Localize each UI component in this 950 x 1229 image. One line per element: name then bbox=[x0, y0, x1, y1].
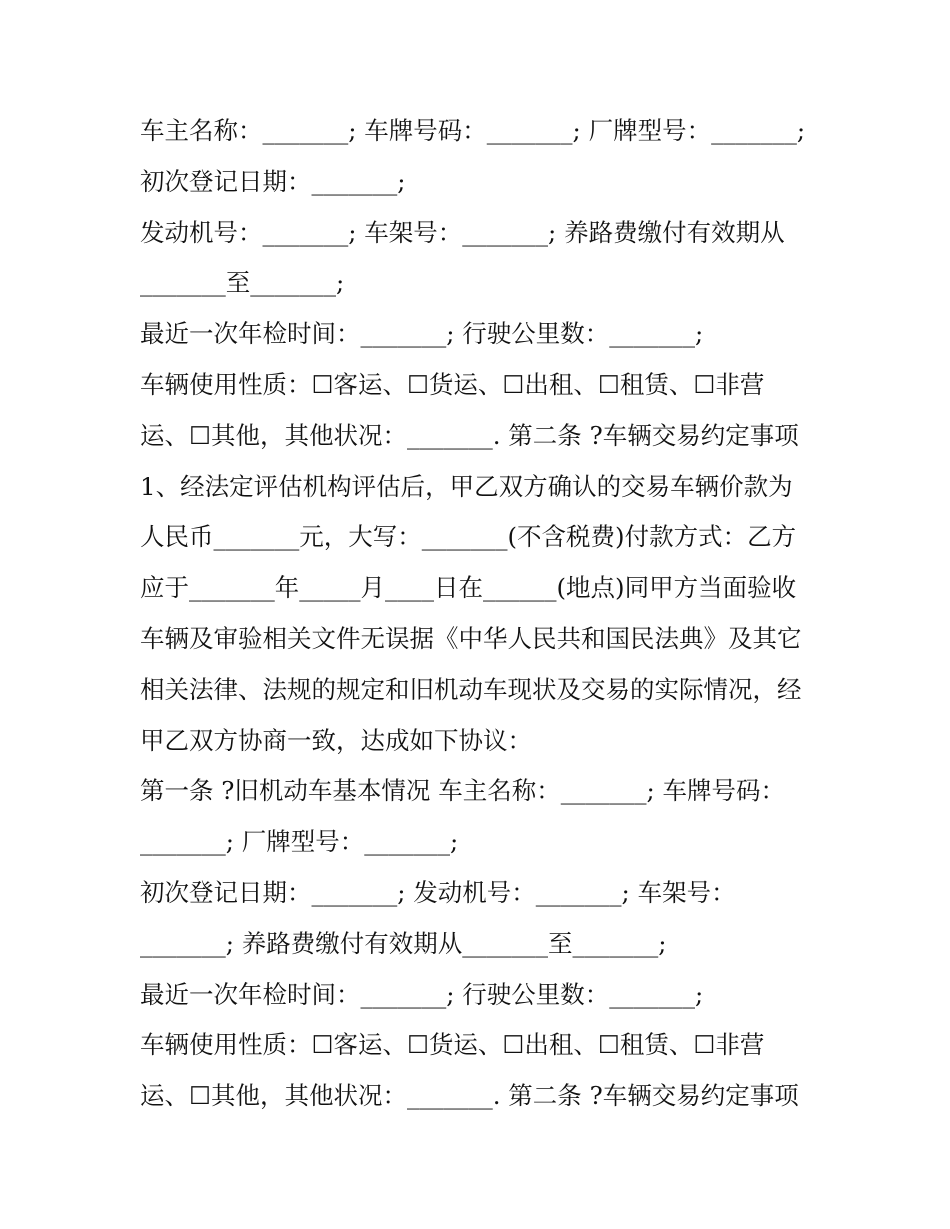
text-line: 运、☐其他，其他状况：_______. 第二条 ?车辆交易约定事项 bbox=[140, 420, 799, 450]
text-line: 第一条 ?旧机动车基本情况 车主名称：_______; 车牌号码： bbox=[140, 776, 786, 806]
text-line: 初次登记日期：_______; 发动机号：_______; 车架号： bbox=[140, 877, 736, 907]
text-line: 应于_______年_____月____日在______(地点)同甲方当面验收 bbox=[140, 573, 797, 603]
text-line: 车辆及审验相关文件无误据《中华人民共和国民法典》及其它 bbox=[140, 623, 802, 653]
text-line: 人民币_______元，大写：_______(不含税费)付款方式：乙方 bbox=[140, 522, 797, 552]
text-line: 甲乙双方协商一致，达成如下协议： bbox=[140, 725, 532, 755]
text-line: 车主名称：_______; 车牌号码：_______; 厂牌型号：_______; bbox=[140, 116, 806, 145]
text-line: 发动机号：_______; 车架号：_______; 养路费缴付有效期从 bbox=[140, 217, 785, 247]
document-body bbox=[140, 106, 830, 1122]
text-line: 车辆使用性质：☐客运、☐货运、☐出租、☐租赁、☐非营 bbox=[140, 1030, 765, 1060]
text-line: 相关法律、法规的规定和旧机动车现状及交易的实际情况，经 bbox=[140, 674, 802, 704]
text-line: _______; 养路费缴付有效期从_______至_______; bbox=[140, 928, 667, 958]
text-line: 最近一次年检时间：_______; 行驶公里数：_______; bbox=[140, 979, 704, 1009]
text-line: 1、经法定评估机构评估后，甲乙双方确认的交易车辆价款为 bbox=[140, 471, 793, 501]
text-line: 初次登记日期：_______; bbox=[140, 166, 406, 196]
text-line: 最近一次年检时间：_______; 行驶公里数：_______; bbox=[140, 319, 704, 349]
text-line: _______; 厂牌型号：_______; bbox=[140, 827, 459, 857]
text-line: _______至_______; bbox=[140, 268, 345, 298]
text-line: 运、☐其他，其他状况：_______. 第二条 ?车辆交易约定事项 bbox=[140, 1081, 799, 1111]
text-line: 车辆使用性质：☐客运、☐货运、☐出租、☐租赁、☐非营 bbox=[140, 369, 765, 399]
